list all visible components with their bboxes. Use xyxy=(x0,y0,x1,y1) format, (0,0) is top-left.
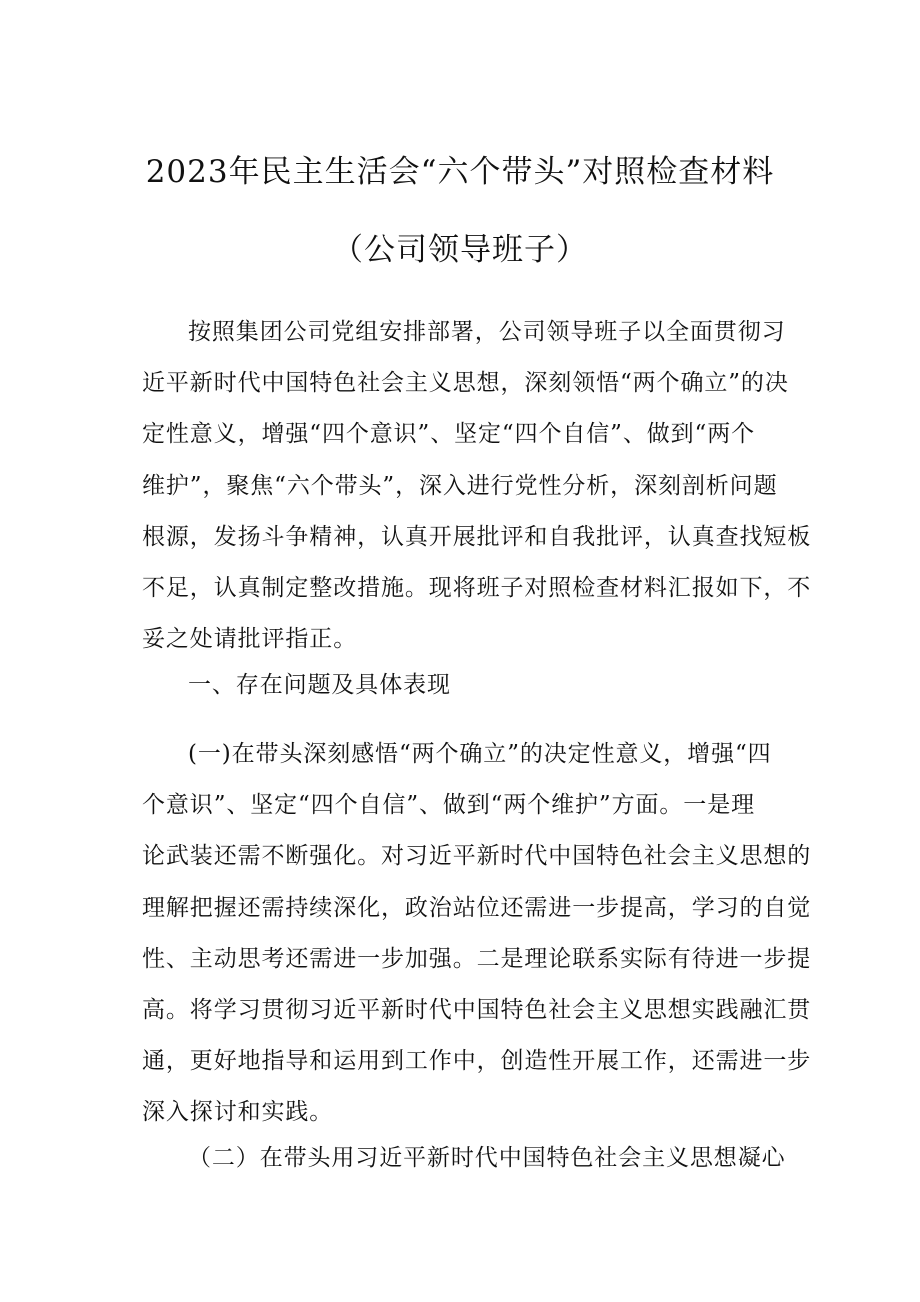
paragraph-line: 维护”，聚焦“六个带头”，深入进行党性分析，深刻剖析问题 xyxy=(142,472,778,499)
paragraph-line: 性、主动思考还需进一步加强。二是理论联系实际有待进一步提 xyxy=(142,945,812,972)
paragraph-line: 按照集团公司党组安排部署，公司领导班子以全面贯彻习 xyxy=(188,319,786,345)
paragraph-line: 妥之处请批评指正。 xyxy=(142,626,358,653)
section-heading-text: 一、存在问题及具体表现 xyxy=(188,672,451,698)
paragraph-line: 通，更好地指导和运用到工作中，创造性开展工作，还需进一步 xyxy=(142,1048,812,1075)
paragraph-line: 定性意义，增强“四个意识”、坚定“四个自信”、做到“两个 xyxy=(142,421,755,448)
section-heading xyxy=(142,660,782,711)
document-subtitle: （公司领导班子） xyxy=(332,232,588,268)
paragraph-line: (一)在带头深刻感悟“两个确立”的决定性意义，增强“四 xyxy=(188,741,772,767)
paragraph-line: 深入探讨和实践。 xyxy=(142,1099,334,1126)
intro-paragraph xyxy=(142,307,812,665)
section2-paragraph xyxy=(142,1133,786,1184)
paragraph-line: 近平新时代中国特色社会主义思想，深刻领悟“两个确立”的决 xyxy=(142,370,789,397)
paragraph-line: 理解把握还需持续深化，政治站位还需进一步提高，学习的自觉 xyxy=(142,894,812,921)
paragraph-line: 根源，发扬斗争精神，认真开展批评和自我批评，认真查找短板 xyxy=(142,523,812,550)
section1-paragraph xyxy=(142,729,812,1139)
paragraph-line: 论武装还需不断强化。对习近平新时代中国特色社会主义思想的 xyxy=(142,843,812,870)
paragraph-line: 个意识”、坚定“四个自信”、做到“两个维护”方面。一是理 xyxy=(142,792,755,819)
paragraph-line: 不足，认真制定整改措施。现将班子对照检查材料汇报如下，不 xyxy=(142,574,812,601)
document-title: 2023年民主生活会“六个带头”对照检查材料 xyxy=(145,154,775,190)
paragraph-line: （二）在带头用习近平新时代中国特色社会主义思想凝心 xyxy=(188,1145,786,1171)
paragraph-line: 高。将学习贯彻习近平新时代中国特色社会主义思想实践融汇贯 xyxy=(142,996,812,1023)
